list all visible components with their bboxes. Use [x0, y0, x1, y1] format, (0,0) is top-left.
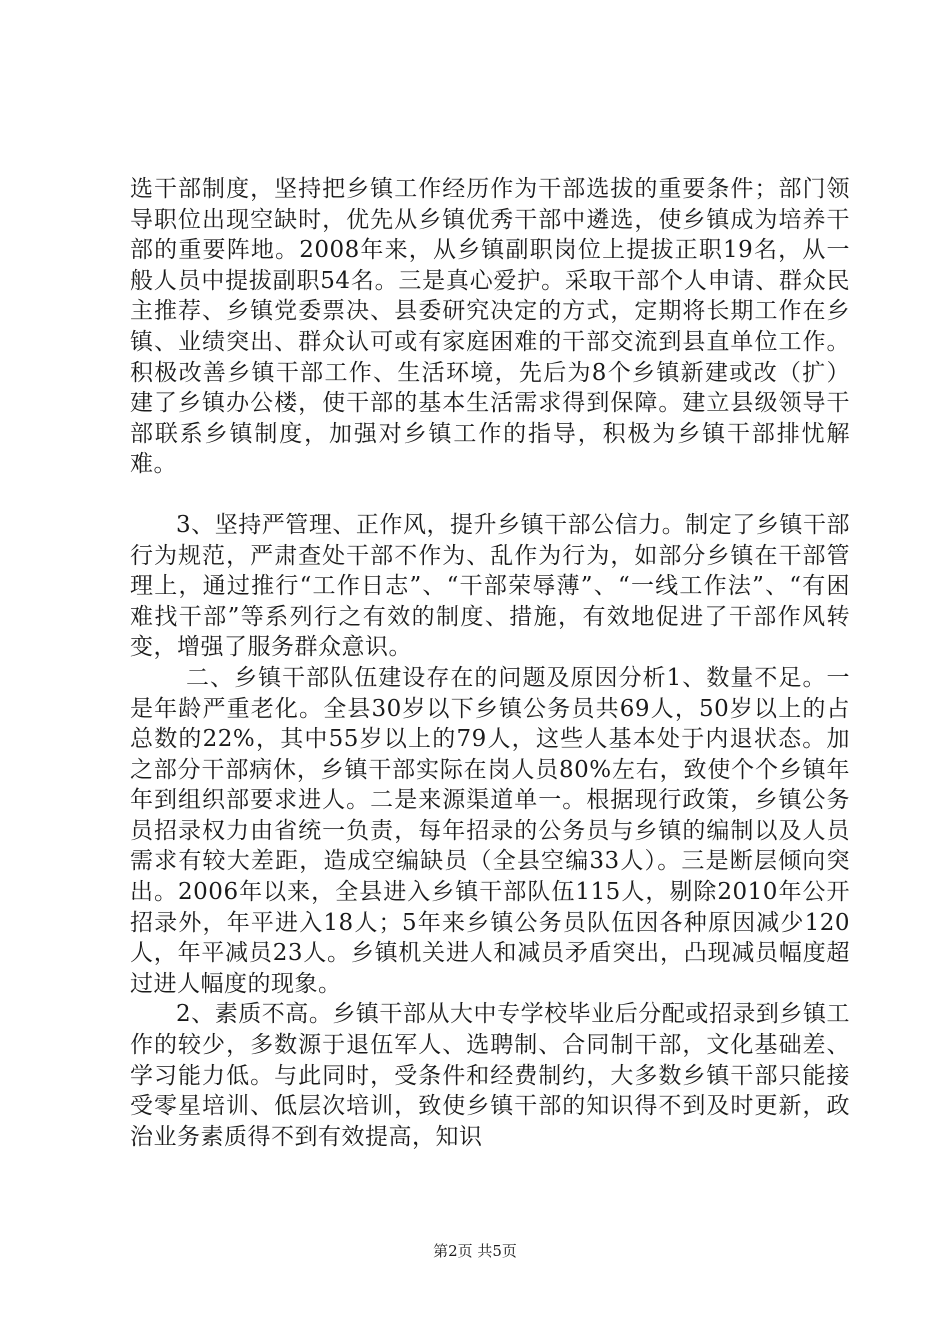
paragraph-continuation: 选干部制度，坚持把乡镇工作经历作为干部选拔的重要条件；部门领导职位出现空缺时，优先从乡镇优秀干部中遴选，使乡镇成为培养干部的重要阵地。2008年来，从乡镇副职岗位上提拔正职19名，从一般人员中提拔副职54名。三是真心爱护。采取干部个人申请、群众民主推荐、乡镇党委票决、县委研究决定的方式，定期将长期工作在乡镇、业绩突出、群众认可或有家庭困难的干部交流到县直单位工作。积极改善乡镇干部工作、生活环境，先后为8个乡镇新建或改（扩）建了乡镇办公楼，使干部的基本生活需求得到保障。建立县级领导干部联系乡镇制度，加强对乡镇工作的指导，积极为乡镇干部排忧解难。 — [130, 176, 850, 478]
page-footer: 第2页 共5页 — [433, 1242, 517, 1260]
paragraph-section-two: 二、乡镇干部队伍建设存在的问题及原因分析1、数量不足。一是年龄严重老化。全县30岁以下乡镇公务员共69人，50岁以上的占总数的22%，其中55岁以上的79人，这些人基本处于内退状态。加之部分干部病休，乡镇干部实际在岗人员80%左右，致使个个乡镇年年到组织部要求进人。二是来源渠道单一。根据现行政策，乡镇公务员招录权力由省统一负责，每年招录的公务员与乡镇的编制以及人员需求有较大差距，造成空编缺员（全县空编33人）。三是断层倾向突出。2006年以来，全县进入乡镇干部队伍115人，剔除2010年公开招录外，年平进入18人；5年来乡镇公务员队伍因各种原因减少120人，年平减员23人。乡镇机关进人和减员矛盾突出，凸现减员幅度超过进人幅度的现象。 — [130, 664, 850, 997]
paragraph-quality: 2、素质不高。乡镇干部从大中专学校毕业后分配或招录到乡镇工作的较少，多数源于退伍军人、选聘制、合同制干部，文化基础差、学习能力低。与此同时，受条件和经费制约，大多数乡镇干部只能接受零星培训、低层次培训，致使乡镇干部的知识得不到及时更新，政治业务素质得不到有效提高，知识 — [130, 1001, 850, 1150]
document-body — [130, 174, 850, 1152]
paragraph-section-3: 3、坚持严管理、正作风，提升乡镇干部公信力。制定了乡镇干部行为规范，严肃查处干部不作为、乱作为行为，如部分乡镇在干部管理上，通过推行“工作日志”、“干部荣辱薄”、“一线工作法”、“有困难找干部”等系列行之有效的制度、措施，有效地促进了干部作风转变，增强了服务群众意识。 — [130, 511, 850, 661]
